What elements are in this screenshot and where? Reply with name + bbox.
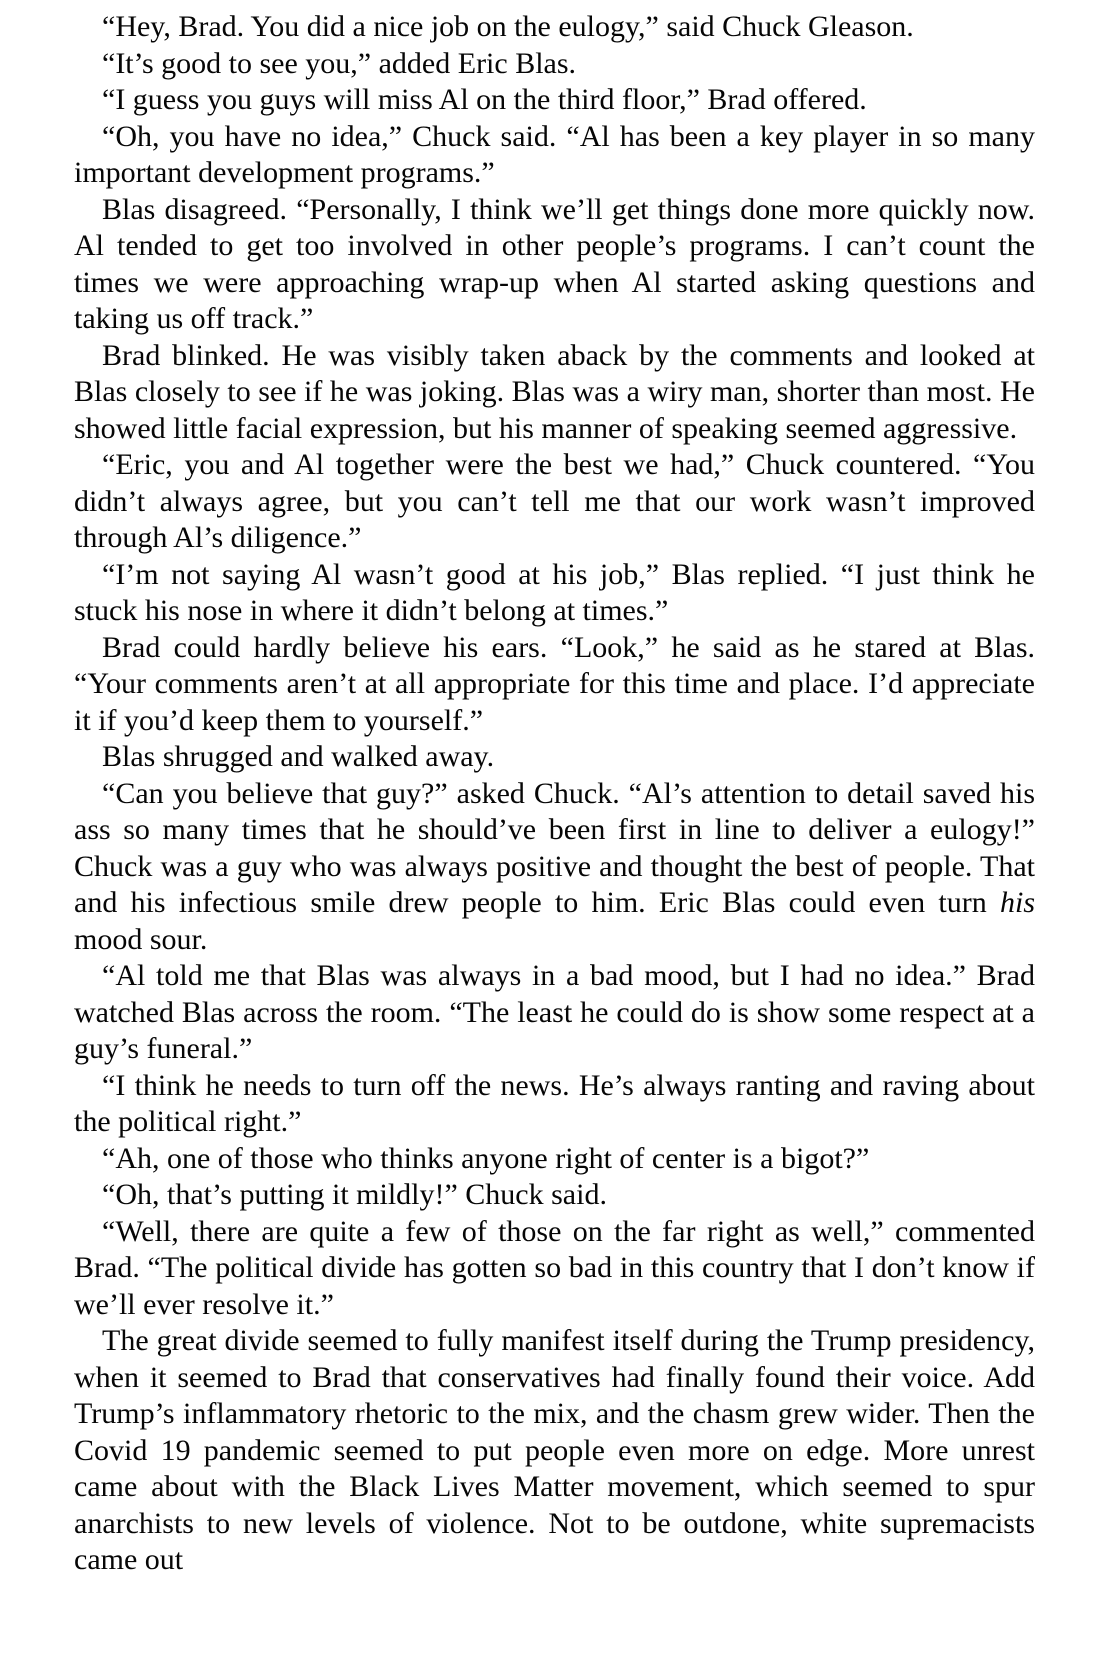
text-run: Brad blinked. He was visibly taken aback by the comments and looked at Blas closely to see if he was joking. Blas was a wiry man, shorter than most. He showed little facial expression, but his manner of speaking seemed aggressive. [74,338,1035,445]
paragraph [74,119,1035,192]
text-run: “Al told me that Blas was always in a bad mood, but I had no idea.” Brad watched Blas across the room. “The least he could do is show some respect at a guy’s funeral.” [74,959,1035,1065]
text-run: “I think he needs to turn off the news. He’s always ranting and raving about the political right.” [74,1068,1035,1138]
text-run: “Ah, one of those who thinks anyone right of center is a bigot?” [102,1141,870,1175]
text-run: “It’s good to see you,” added Eric Blas. [102,46,577,80]
paragraph [74,192,1035,338]
page-text [74,9,1035,1579]
text-run: “I guess you guys will miss Al on the third floor,” Brad offered. [102,83,867,116]
text-run: “Can you believe that guy?” asked Chuck. “Al’s attention to detail saved his ass so many times that he should’ve been first in line to deliver a eulogy!” Chuck was a guy who was always positive and thought the best of people. That and his infectious smile drew people to him. Eric Blas could even turn [74,776,1035,919]
paragraph [74,82,1035,119]
paragraph [74,1214,1035,1324]
text-run: Blas disagreed. “Personally, I think we’ll get things done more quickly now. Al tended to get too involved in other people’s programs. I can’t count the times we were approaching wrap-up when Al started asking questions and taking us off track.” [74,192,1035,335]
text-run: “Eric, you and Al together were the best we had,” Chuck countered. “You didn’t always agree, but you can’t tell me that our work wasn’t improved through Al’s diligence.” [74,448,1035,554]
text-run: “Oh, that’s putting it mildly!” Chuck said. [102,1178,607,1211]
paragraph [74,557,1035,630]
paragraph [74,630,1035,740]
paragraph [74,1068,1035,1141]
text-run: The great divide seemed to fully manifest itself during the Trump presidency, when it seemed to Brad that conservatives had finally found their voice. Add Trump’s inflammatory rhetoric to the mix, and the chasm grew wider. Then the Covid 19 pandemic seemed to put people even more on edge. More unrest came about with the Black Lives Matter movement, which seemed to spur anarchists to new levels of violence. Not to be outdone, white supremacists came out [74,1324,1035,1576]
paragraph [74,958,1035,1068]
paragraph [74,776,1035,959]
text-run: mood sour. [74,922,208,956]
text-run: “Oh, you have no idea,” Chuck said. “Al has been a key player in so many important development programs.” [74,119,1035,189]
paragraph [74,46,1035,83]
text-run: “Well, there are quite a few of those on the far right as well,” commented Brad. “The political divide has gotten so bad in this country that I don’t know if we’ll ever resolve it.” [74,1214,1035,1321]
paragraph [74,9,1035,46]
text-run: “I’m not saying Al wasn’t good at his job,” Blas replied. “I just think he stuck his nose in where it didn’t belong at times.” [74,557,1035,627]
text-run: Brad could hardly believe his ears. “Look,” he said as he stared at Blas. “Your comments aren’t at all appropriate for this time and place. I’d appreciate it if you’d keep them to yourself.” [74,630,1035,737]
paragraph [74,447,1035,557]
paragraph [74,338,1035,448]
paragraph [74,1323,1035,1579]
text-run: Blas shrugged and walked away. [102,740,495,773]
paragraph [74,739,1035,776]
text-run: “Hey, Brad. You did a nice job on the eulogy,” said Chuck Gleason. [102,10,914,43]
paragraph [74,1177,1035,1214]
paragraph [74,1141,1035,1178]
italic-text-run: his [999,886,1035,919]
